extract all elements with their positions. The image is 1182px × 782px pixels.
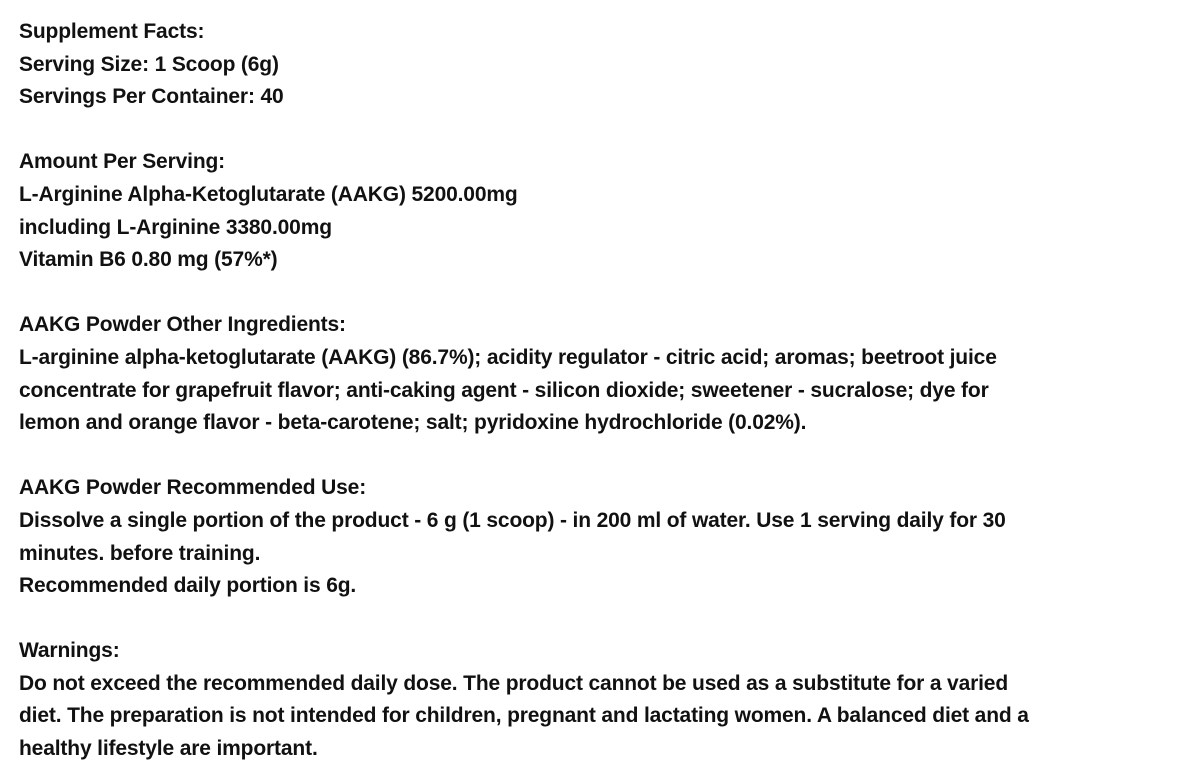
recommended-use-line: Dissolve a single portion of the product - 6 g (1 scoop) - in 200 ml of water. Use 1 serving daily for 30 bbox=[19, 508, 1006, 532]
warnings-line: Do not exceed the recommended daily dose. The product cannot be used as a substitute for a varied bbox=[19, 671, 1009, 695]
other-ingredients-line: concentrate for grapefruit flavor; anti-caking agent - silicon dioxide; sweetener - sucralose; dye for bbox=[19, 378, 989, 402]
section-spacer bbox=[19, 114, 1169, 147]
amount-per-serving-heading: Amount Per Serving: bbox=[19, 150, 226, 174]
amount-per-serving-section bbox=[19, 146, 1169, 276]
other-ingredients-heading: AAKG Powder Other Ingredients: bbox=[19, 313, 346, 337]
aakg-amount: L-Arginine Alpha-Ketoglutarate (AAKG) 5200.00mg bbox=[19, 182, 518, 206]
recommended-use-heading: AAKG Powder Recommended Use: bbox=[19, 476, 367, 500]
warnings-line: diet. The preparation is not intended for children, pregnant and lactating women. A balanced diet and a bbox=[19, 704, 1029, 728]
recommended-use-line: Recommended daily portion is 6g. bbox=[19, 574, 357, 598]
supplement-facts-section bbox=[19, 16, 1169, 114]
warnings-line: healthy lifestyle are important. bbox=[19, 737, 318, 761]
other-ingredients-section bbox=[19, 309, 1169, 439]
warnings-section bbox=[19, 635, 1169, 765]
other-ingredients-line: L-arginine alpha-ketoglutarate (AAKG) (86.7%); acidity regulator - citric acid; aromas; beetroot juice bbox=[19, 345, 997, 369]
section-spacer bbox=[19, 603, 1169, 636]
other-ingredients-line: lemon and orange flavor - beta-carotene; salt; pyridoxine hydrochloride (0.02%). bbox=[19, 411, 807, 435]
recommended-use-line: minutes. before training. bbox=[19, 541, 261, 565]
servings-per-container: Servings Per Container: 40 bbox=[19, 85, 284, 109]
product-info-document bbox=[19, 16, 1169, 766]
serving-size: Serving Size: 1 Scoop (6g) bbox=[19, 52, 279, 76]
supplement-facts-heading: Supplement Facts: bbox=[19, 20, 205, 43]
l-arginine-amount: including L-Arginine 3380.00mg bbox=[19, 215, 332, 239]
warnings-heading: Warnings: bbox=[19, 639, 120, 663]
vitamin-b6-amount: Vitamin B6 0.80 mg (57%*) bbox=[19, 248, 278, 272]
recommended-use-section bbox=[19, 472, 1169, 602]
section-spacer bbox=[19, 277, 1169, 310]
section-spacer bbox=[19, 440, 1169, 473]
